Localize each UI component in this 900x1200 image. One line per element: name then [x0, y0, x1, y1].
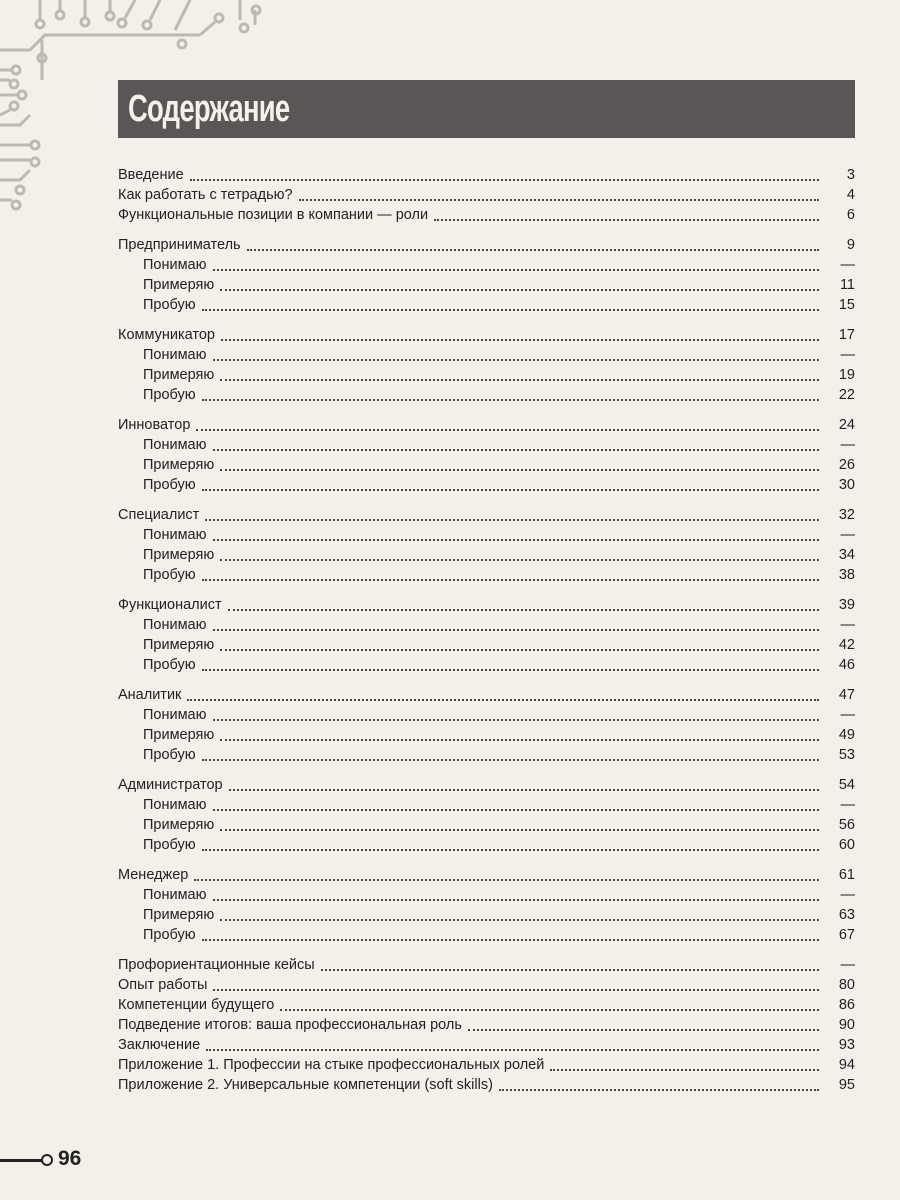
dot-leader	[220, 559, 819, 561]
dot-leader	[205, 519, 819, 521]
dot-leader	[229, 789, 819, 791]
toc-entry-page: —	[840, 617, 855, 633]
toc-entry-title: Понимаю	[143, 797, 207, 813]
dot-leader	[220, 649, 819, 651]
toc-entry[interactable]	[118, 415, 855, 435]
toc-group	[118, 325, 855, 405]
toc-entry[interactable]	[118, 995, 855, 1015]
toc-subentry[interactable]	[118, 655, 855, 675]
dot-leader	[213, 899, 819, 901]
page-number-circle-icon	[41, 1154, 53, 1166]
dot-leader	[213, 719, 819, 721]
toc-entry-page: 46	[838, 657, 855, 673]
toc-entry-page: 15	[838, 297, 855, 313]
toc-entry-title: Подведение итогов: ваша профессиональная роль	[118, 1017, 462, 1033]
dot-leader	[213, 989, 819, 991]
toc-entry[interactable]	[118, 1015, 855, 1035]
dot-leader	[202, 669, 819, 671]
page-number: 96	[58, 1147, 82, 1170]
toc-entry[interactable]	[118, 165, 855, 185]
toc-entry-title: Понимаю	[143, 617, 207, 633]
toc-entry-page: 80	[838, 977, 855, 993]
toc-entry-page: 61	[838, 867, 855, 883]
toc-entry-page: 6	[846, 207, 855, 223]
toc-entry-page: 86	[838, 997, 855, 1013]
toc-entry-title: Понимаю	[143, 707, 207, 723]
dot-leader	[550, 1069, 819, 1071]
toc-subentry[interactable]	[118, 705, 855, 725]
toc-entry-title: Понимаю	[143, 257, 207, 273]
toc-subentry[interactable]	[118, 475, 855, 495]
toc-entry-title: Пробую	[143, 387, 196, 403]
toc-entry-page: —	[840, 257, 855, 273]
dot-leader	[194, 879, 819, 881]
toc-entry-page: 30	[838, 477, 855, 493]
toc-entry-title: Пробую	[143, 657, 196, 673]
dot-leader	[202, 309, 819, 311]
toc-entry-page: —	[840, 797, 855, 813]
toc-subentry[interactable]	[118, 345, 855, 365]
toc-subentry[interactable]	[118, 725, 855, 745]
toc-entry-title: Пробую	[143, 837, 196, 853]
dot-leader	[247, 249, 819, 251]
toc-entry-title: Примеряю	[143, 367, 215, 383]
table-of-contents	[118, 165, 855, 1105]
toc-subentry[interactable]	[118, 835, 855, 855]
dot-leader	[220, 379, 819, 381]
toc-entry-title: Опыт работы	[118, 977, 208, 993]
toc-entry[interactable]	[118, 325, 855, 345]
toc-subentry[interactable]	[118, 525, 855, 545]
dot-leader	[187, 699, 819, 701]
toc-entry-title: Примеряю	[143, 547, 215, 563]
toc-entry-title: Пробую	[143, 927, 196, 943]
toc-entry-title: Пробую	[143, 477, 196, 493]
dot-leader	[213, 629, 819, 631]
contents-header-band	[118, 80, 855, 138]
toc-entry-page: 60	[838, 837, 855, 853]
page-number-line	[0, 1159, 42, 1162]
dot-leader	[213, 269, 819, 271]
toc-entry[interactable]	[118, 1075, 855, 1095]
toc-entry-title: Коммуникатор	[118, 327, 215, 343]
toc-entry-title: Приложение 1. Профессии на стыке профессиональных ролей	[118, 1057, 545, 1073]
toc-entry-title: Компетенции будущего	[118, 997, 275, 1013]
dot-leader	[202, 849, 819, 851]
toc-subentry[interactable]	[118, 295, 855, 315]
toc-subentry[interactable]	[118, 795, 855, 815]
toc-entry-page: 93	[838, 1037, 855, 1053]
toc-group	[118, 415, 855, 495]
toc-entry-page: 3	[846, 167, 855, 183]
toc-entry-title: Пробую	[143, 297, 196, 313]
toc-group	[118, 595, 855, 675]
toc-entry-page: 38	[838, 567, 855, 583]
toc-entry-page: 95	[838, 1077, 855, 1093]
toc-subentry[interactable]	[118, 745, 855, 765]
toc-entry-title: Примеряю	[143, 727, 215, 743]
toc-entry-page: 17	[838, 327, 855, 343]
toc-subentry[interactable]	[118, 635, 855, 655]
dot-leader	[202, 399, 819, 401]
toc-subentry[interactable]	[118, 385, 855, 405]
toc-entry[interactable]	[118, 865, 855, 885]
toc-entry[interactable]	[118, 955, 855, 975]
toc-entry-title: Приложение 2. Универсальные компетенции (soft skills)	[118, 1077, 493, 1093]
toc-entry-title: Функционалист	[118, 597, 222, 613]
dot-leader	[221, 339, 819, 341]
toc-entry-title: Примеряю	[143, 817, 215, 833]
toc-group	[118, 165, 855, 225]
toc-subentry[interactable]	[118, 435, 855, 455]
toc-subentry[interactable]	[118, 925, 855, 945]
dot-leader	[280, 1009, 819, 1011]
toc-entry-title: Введение	[118, 167, 184, 183]
toc-entry-page: 24	[838, 417, 855, 433]
toc-entry-page: 63	[838, 907, 855, 923]
toc-entry-page: —	[840, 527, 855, 543]
toc-entry-title: Примеряю	[143, 457, 215, 473]
toc-entry[interactable]	[118, 685, 855, 705]
toc-entry-page: —	[840, 347, 855, 363]
toc-entry-title: Инноватор	[118, 417, 191, 433]
toc-entry-title: Понимаю	[143, 437, 207, 453]
dot-leader	[220, 919, 819, 921]
toc-entry-page: 49	[838, 727, 855, 743]
toc-entry[interactable]	[118, 975, 855, 995]
toc-entry[interactable]	[118, 505, 855, 525]
toc-entry-page: 90	[838, 1017, 855, 1033]
toc-entry[interactable]	[118, 205, 855, 225]
toc-entry-page: 4	[846, 187, 855, 203]
toc-entry-page: 9	[846, 237, 855, 253]
toc-subentry[interactable]	[118, 255, 855, 275]
toc-entry[interactable]	[118, 775, 855, 795]
dot-leader	[213, 359, 819, 361]
toc-subentry[interactable]	[118, 815, 855, 835]
toc-entry-page: 42	[838, 637, 855, 653]
dot-leader	[321, 969, 819, 971]
dot-leader	[190, 179, 819, 181]
dot-leader	[202, 939, 819, 941]
dot-leader	[220, 289, 819, 291]
toc-entry-page: 19	[838, 367, 855, 383]
toc-subentry[interactable]	[118, 275, 855, 295]
toc-entry-title: Примеряю	[143, 277, 215, 293]
toc-entry-title: Аналитик	[118, 687, 182, 703]
toc-entry-page: 39	[838, 597, 855, 613]
toc-entry-page: 56	[838, 817, 855, 833]
dot-leader	[220, 829, 819, 831]
toc-entry-title: Понимаю	[143, 527, 207, 543]
toc-entry-title: Менеджер	[118, 867, 189, 883]
toc-group	[118, 505, 855, 585]
toc-entry-title: Понимаю	[143, 887, 207, 903]
dot-leader	[468, 1029, 819, 1031]
toc-entry-page: 54	[838, 777, 855, 793]
toc-entry-title: Примеряю	[143, 637, 215, 653]
dot-leader	[434, 219, 819, 221]
dot-leader	[206, 1049, 819, 1051]
toc-subentry[interactable]	[118, 905, 855, 925]
dot-leader	[202, 759, 819, 761]
dot-leader	[213, 449, 819, 451]
dot-leader	[202, 579, 819, 581]
toc-entry-title: Пробую	[143, 747, 196, 763]
toc-entry-page: —	[840, 437, 855, 453]
toc-entry-page: 34	[838, 547, 855, 563]
toc-group	[118, 955, 855, 1095]
dot-leader	[213, 809, 819, 811]
toc-entry-title: Примеряю	[143, 907, 215, 923]
toc-entry-title: Предприниматель	[118, 237, 241, 253]
dot-leader	[196, 429, 819, 431]
toc-entry-page: 26	[838, 457, 855, 473]
toc-entry[interactable]	[118, 185, 855, 205]
toc-entry-title: Как работать с тетрадью?	[118, 187, 293, 203]
toc-entry-page: 11	[839, 277, 855, 293]
dot-leader	[499, 1089, 819, 1091]
toc-entry-page: —	[840, 887, 855, 903]
dot-leader	[228, 609, 819, 611]
toc-group	[118, 775, 855, 855]
toc-group	[118, 865, 855, 945]
dot-leader	[220, 469, 819, 471]
toc-entry-title: Профориентационные кейсы	[118, 957, 315, 973]
dot-leader	[220, 739, 819, 741]
page-title: Содержание	[128, 88, 290, 130]
toc-entry-page: —	[840, 957, 855, 973]
dot-leader	[299, 199, 819, 201]
toc-subentry[interactable]	[118, 545, 855, 565]
toc-entry-title: Функциональные позиции в компании — роли	[118, 207, 429, 223]
toc-entry-page: 67	[838, 927, 855, 943]
toc-entry[interactable]	[118, 595, 855, 615]
toc-entry-title: Администратор	[118, 777, 223, 793]
toc-entry[interactable]	[118, 235, 855, 255]
toc-group	[118, 685, 855, 765]
toc-subentry[interactable]	[118, 455, 855, 475]
toc-subentry[interactable]	[118, 615, 855, 635]
toc-entry-title: Пробую	[143, 567, 196, 583]
toc-entry-title: Понимаю	[143, 347, 207, 363]
toc-group	[118, 235, 855, 315]
toc-entry-page: 22	[838, 387, 855, 403]
toc-entry-page: 53	[838, 747, 855, 763]
toc-subentry[interactable]	[118, 885, 855, 905]
toc-subentry[interactable]	[118, 565, 855, 585]
dot-leader	[213, 539, 819, 541]
toc-entry[interactable]	[118, 1055, 855, 1075]
toc-entry-title: Специалист	[118, 507, 200, 523]
toc-subentry[interactable]	[118, 365, 855, 385]
toc-entry-title: Заключение	[118, 1037, 201, 1053]
dot-leader	[202, 489, 819, 491]
toc-entry-page: 32	[838, 507, 855, 523]
toc-entry[interactable]	[118, 1035, 855, 1055]
toc-entry-page: 47	[838, 687, 855, 703]
toc-entry-page: 94	[838, 1057, 855, 1073]
toc-entry-page: —	[840, 707, 855, 723]
